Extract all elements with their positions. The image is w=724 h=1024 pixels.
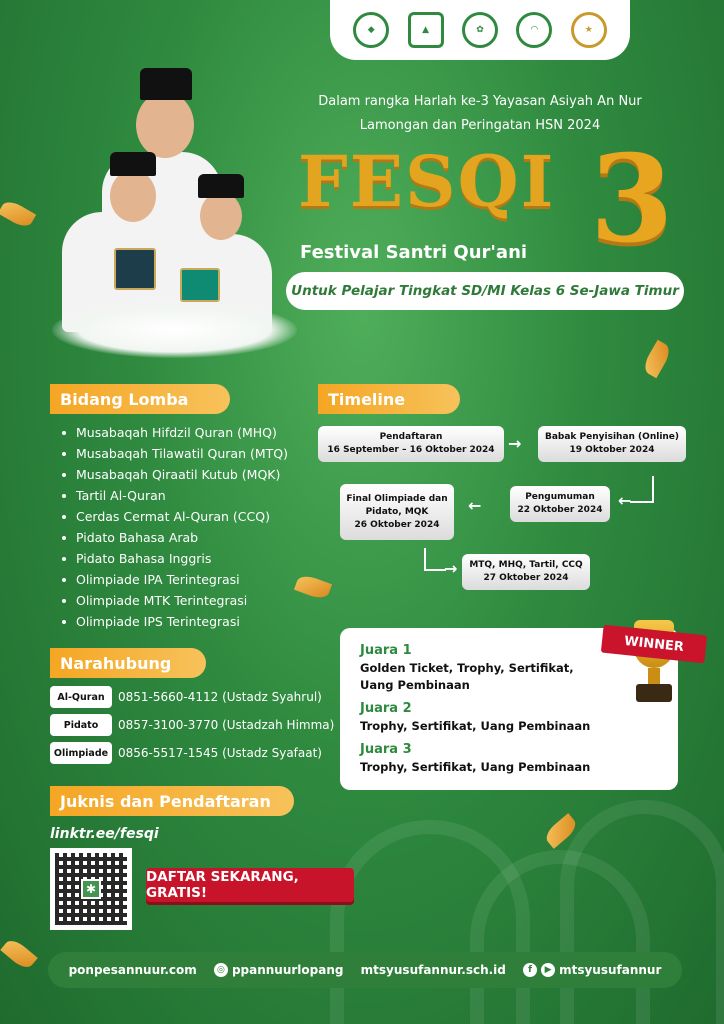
contact-alquran <box>50 686 322 708</box>
event-subtitle: Festival Santri Qur'ani <box>300 242 528 263</box>
contact-tag: Olimpiade <box>50 742 112 764</box>
event-edition-number: 3 <box>590 129 674 270</box>
qr-code[interactable] <box>50 848 132 930</box>
list-item: Musabaqah Tilawatil Quran (MTQ) <box>60 443 288 464</box>
trophy-stem <box>648 668 660 684</box>
juknis-heading: Juknis dan Pendaftaran <box>50 786 294 816</box>
timeline-connector <box>424 569 446 571</box>
prize-desc: Trophy, Sertifikat, Uang Pembinaan <box>360 760 591 774</box>
school-seal-icon: ✿ <box>462 12 498 48</box>
list-item: Musabaqah Hifdzil Quran (MHQ) <box>60 422 288 443</box>
prize-title: Juara 2 <box>360 701 412 716</box>
prize-desc: Trophy, Sertifikat, Uang Pembinaan <box>360 719 591 733</box>
contact-pidato <box>50 714 334 736</box>
timeline-heading: Timeline <box>318 384 460 414</box>
quran-logo-icon: ▲ <box>408 12 444 48</box>
list-item: Pidato Bahasa Inggris <box>60 548 288 569</box>
instagram-handle: ppannuurlopang <box>231 963 344 977</box>
timeline-step-date: 19 Oktober 2024 <box>569 445 655 455</box>
timeline-step-label: MTQ, MHQ, Tartil, CCQ <box>469 560 583 570</box>
timeline-step-final <box>340 484 454 540</box>
fesqi-logo-icon: ★ <box>571 12 607 48</box>
event-title: FESQI <box>298 140 556 223</box>
anniversary-logo-icon: ◠ <box>516 12 552 48</box>
intro-line-2: Lamongan dan Peringatan HSN 2024 <box>359 118 601 133</box>
arrow-right-icon: → <box>508 434 522 453</box>
timeline-step-date: 26 Oktober 2024 <box>354 519 440 530</box>
list-item: Pidato Bahasa Arab <box>60 527 288 548</box>
timeline-step-announcement <box>510 486 610 522</box>
list-item: Olimpiade IPA Terintegrasi <box>60 569 288 590</box>
list-item: Olimpiade MTK Terintegrasi <box>60 590 288 611</box>
timeline-step-label: Babak Penyisihan (Online) <box>544 432 680 442</box>
registration-link[interactable]: linktr.ee/fesqi <box>50 826 159 842</box>
footer-website[interactable] <box>69 963 197 977</box>
target-participants: Untuk Pelajar Tingkat SD/MI Kelas 6 Se-Jawa Timur <box>286 272 684 310</box>
timeline-step-date: 27 Oktober 2024 <box>483 573 569 583</box>
narahubung-heading: Narahubung <box>50 648 206 678</box>
website-text: ponpesannuur.com <box>68 963 197 977</box>
contact-number[interactable]: 0857-3100-3770 (Ustadzah Himma) <box>118 718 335 732</box>
timeline-connector <box>652 476 654 502</box>
leaf-decoration <box>294 573 332 602</box>
timeline-step-label: Pendaftaran <box>379 432 443 442</box>
footer-instagram[interactable] <box>214 963 344 977</box>
contact-olimpiade <box>50 742 322 764</box>
list-item: Cerdas Cermat Al-Quran (CCQ) <box>60 506 288 527</box>
timeline-connector <box>630 501 654 503</box>
list-item: Tartil Al-Quran <box>60 485 288 506</box>
contact-tag: Pidato <box>50 714 112 736</box>
timeline-step-competition <box>462 554 590 590</box>
timeline-step-date: 22 Oktober 2024 <box>517 505 603 515</box>
trophy-base <box>636 684 672 702</box>
facebook-icon: f <box>523 963 537 977</box>
instagram-icon: ◎ <box>214 963 228 977</box>
social-handle: mtsyusufannur <box>559 963 662 977</box>
footer-social[interactable] <box>523 963 661 977</box>
timeline-step-registration <box>318 426 504 462</box>
contest-list <box>60 422 288 632</box>
timeline-step-label: Pengumuman <box>525 492 595 502</box>
arrow-right-icon: → <box>444 559 458 578</box>
site2-text: mtsyusufannur.sch.id <box>360 963 506 977</box>
arrow-left-icon: ← <box>468 496 482 515</box>
prize-desc: Golden Ticket, Trophy, Sertifikat, Uang Pembinaan <box>360 661 574 692</box>
contact-number[interactable]: 0851-5660-4112 (Ustadz Syahrul) <box>118 690 322 704</box>
timeline-connector <box>424 548 426 570</box>
contact-number[interactable]: 0856-5517-1545 (Ustadz Syafaat) <box>118 746 322 760</box>
bidang-lomba-heading: Bidang Lomba <box>50 384 230 414</box>
prize-title: Juara 3 <box>360 742 412 757</box>
winner-ribbon: WINNER <box>601 625 707 664</box>
timeline-step-date: 16 September – 16 Oktober 2024 <box>327 445 495 455</box>
annur-logo-icon: ◆ <box>353 12 389 48</box>
list-item: Musabaqah Qiraatil Kutub (MQK) <box>60 464 288 485</box>
qr-logo-icon: ✱ <box>81 879 101 899</box>
arrow-left-icon: ← <box>618 491 632 510</box>
timeline-step-label: Final Olimpiade dan Pidato, MQK <box>346 493 448 517</box>
register-now-button[interactable]: DAFTAR SEKARANG, GRATIS! <box>146 868 354 902</box>
contact-tag: Al-Quran <box>50 686 112 708</box>
list-item: Olimpiade IPS Terintegrasi <box>60 611 288 632</box>
leaf-decoration <box>0 936 38 972</box>
leaf-decoration <box>641 340 674 378</box>
footer-bar <box>48 952 682 988</box>
prize-title: Juara 1 <box>360 643 412 658</box>
leaf-decoration <box>0 198 36 231</box>
logo-strip <box>330 0 630 60</box>
intro-line-1: Dalam rangka Harlah ke-3 Yayasan Asiyah An Nur <box>318 94 642 109</box>
footer-site2[interactable] <box>361 963 506 977</box>
santri-photo <box>52 62 297 358</box>
youtube-icon: ▶ <box>541 963 555 977</box>
timeline-step-qualification <box>538 426 686 462</box>
mosque-arch-decoration <box>560 800 724 1024</box>
